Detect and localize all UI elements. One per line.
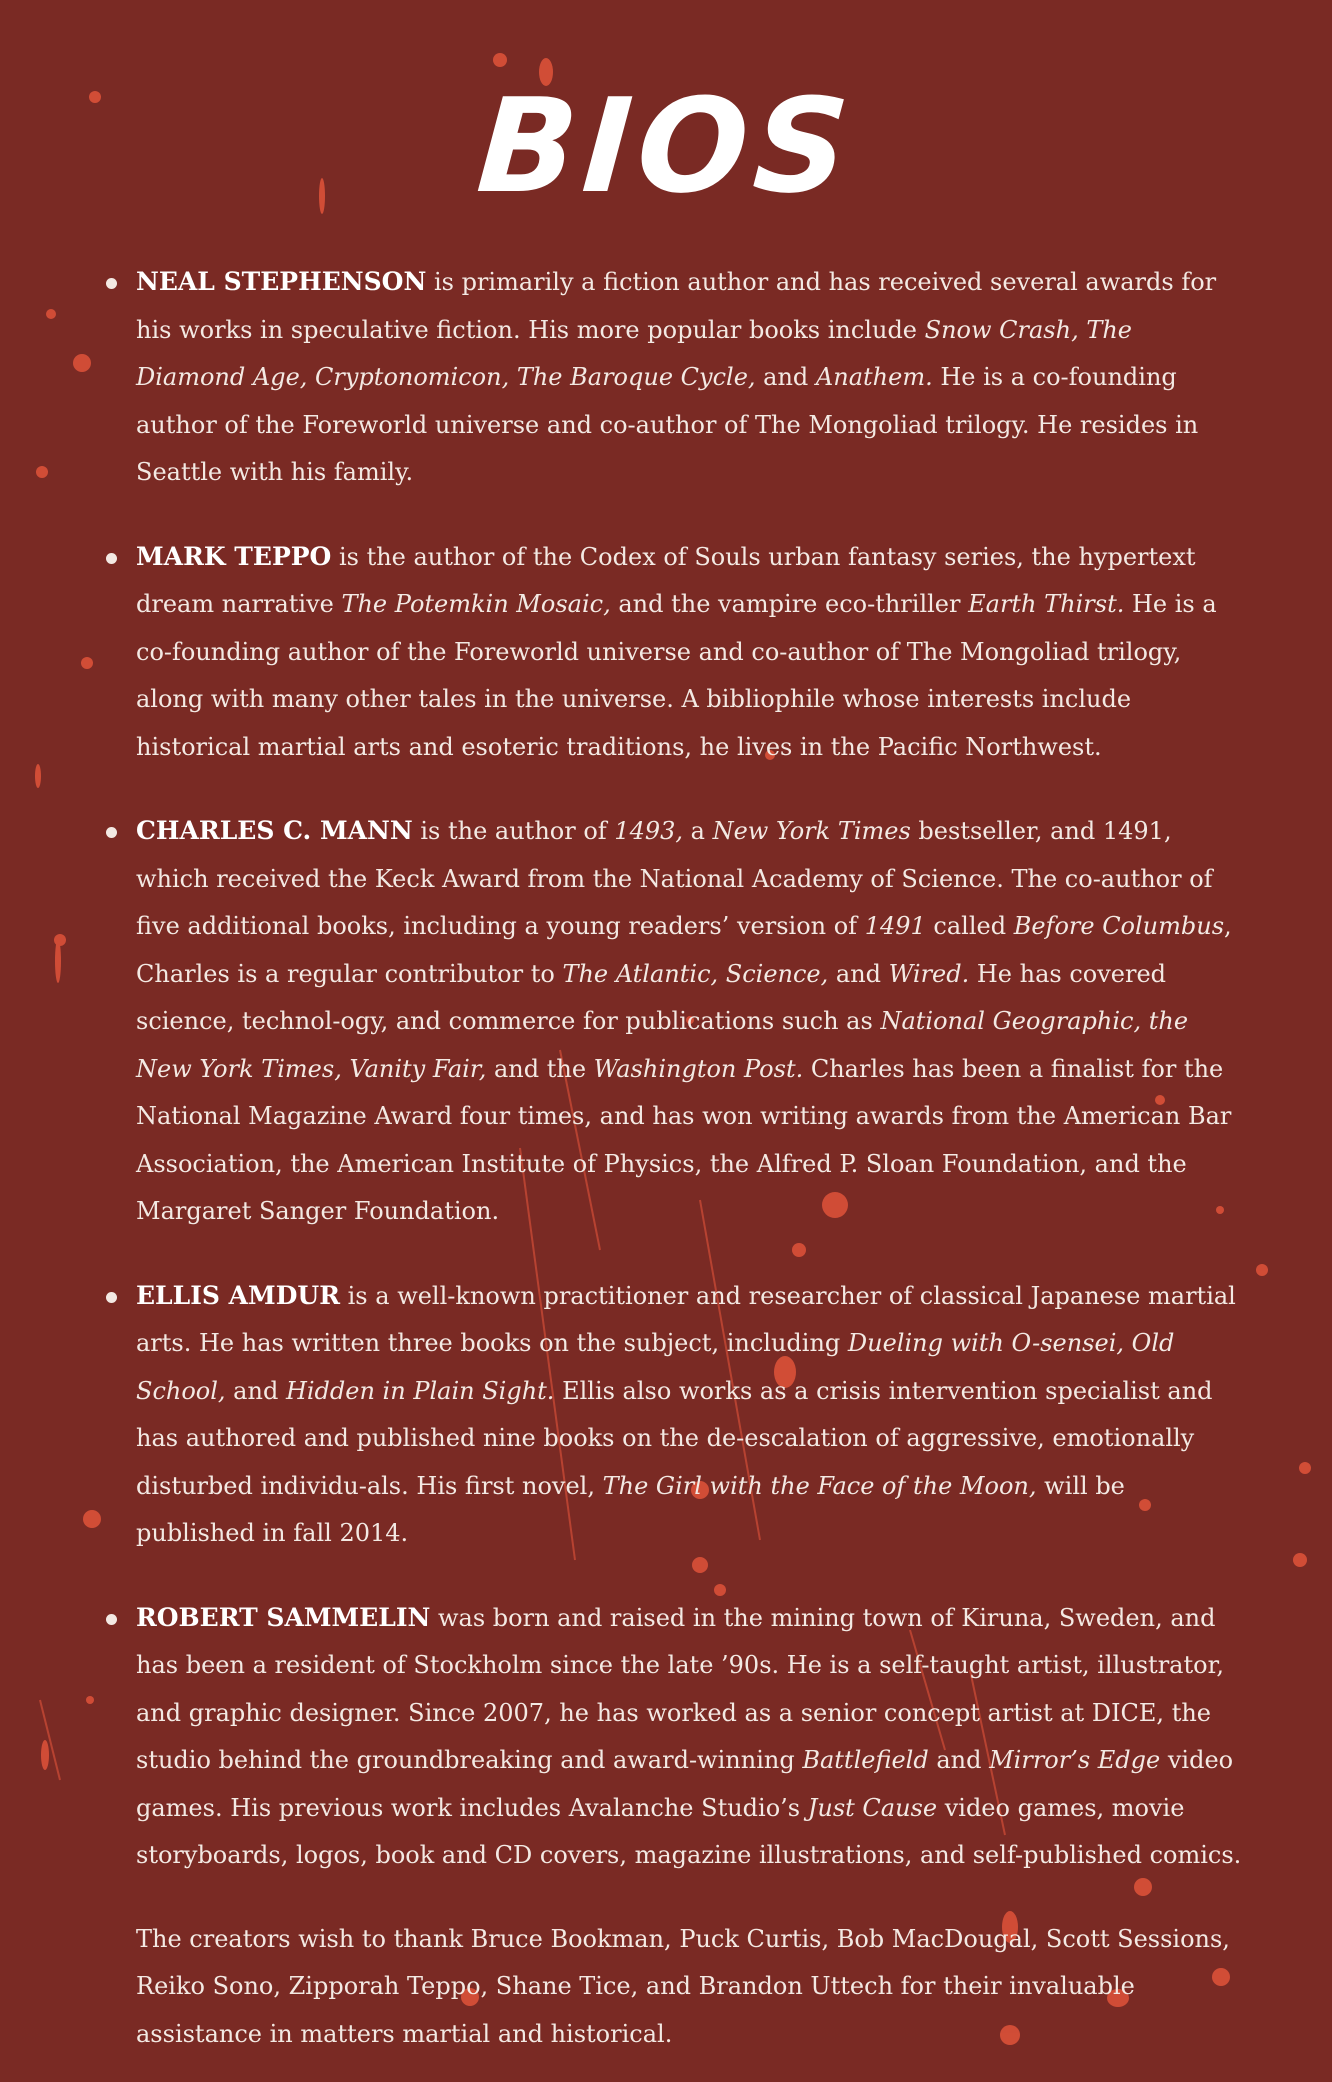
- bio-text-segment: Charles has been a finalist for the National Magazine Award four times, and has won writing awards from the American Bar Association, the American Institute of Physics, the Alfred P. Sloan Foundation, and the Margaret Sanger Foundation.: [136, 1054, 1232, 1225]
- title-italic: Snow Crash, The Diamond Age, Cryptonomicon, The Baroque Cycle,: [136, 315, 1133, 391]
- author-name: ROBERT SAMMELIN: [136, 1602, 431, 1632]
- page-title: BIOS: [472, 70, 860, 222]
- title-italic: Earth Thirst.: [968, 590, 1125, 618]
- bio-text: [136, 817, 1232, 1225]
- bullet-icon: [106, 278, 117, 289]
- title-italic: Hidden in Plain Sight.: [285, 1376, 555, 1405]
- bio-text-segment: and: [225, 1376, 286, 1405]
- bio-text: [136, 1282, 1236, 1548]
- bio-text-segment: Ellis also works as a crisis intervention specialist and has authored and published nine books on the de-escalation of aggressive, emotionally disturbed individu-als. His first novel,: [136, 1376, 1213, 1500]
- author-name: MARK TEPPO: [136, 541, 332, 571]
- bullet-icon: [106, 1292, 117, 1303]
- bio-text-segment: and the: [486, 1054, 594, 1083]
- bio-text-segment: bestseller, and 1491, which received the Keck Award from the National Academy of Science. The co-author of five additional books, including a young readers’ version of: [136, 817, 1213, 940]
- bio-item: [106, 258, 1246, 497]
- title-italic: Dueling with O-sensei, Old School,: [136, 1329, 1175, 1405]
- title-italic: The Potemkin Mosaic,: [341, 590, 611, 618]
- title-italic: Mirror’s Edge: [989, 1746, 1161, 1774]
- bio-item: [106, 807, 1246, 1236]
- bio-text-segment: is primarily a fiction author and has received several awards for his works in speculative fiction. His more popular books include: [136, 268, 1217, 344]
- bio-text-segment: , Charles is a regular contributor to: [136, 912, 1232, 988]
- title-italic: 1493,: [614, 817, 684, 845]
- bio-item: [106, 1272, 1246, 1558]
- title-italic: Just Cause: [807, 1793, 938, 1822]
- bio-text-segment: is the author of: [412, 817, 615, 845]
- title-italic: National Geographic, the New York Times, Vanity Fair,: [136, 1007, 1189, 1083]
- title-italic: Washington Post.: [593, 1054, 804, 1083]
- bio-text-segment: was born and raised in the mining town of Kiruna, Sweden, and has been a resident of Stockholm since the late ’90s. He is a self-taught artist, illustrator, and graphic designer. Since 2007, he has worked as a senior concept artist at DICE, the studio behind the groundbreaking and award-winning: [136, 1603, 1225, 1774]
- bio-text-segment: and: [755, 363, 816, 391]
- bio-text: [136, 1604, 1241, 1870]
- bio-text-segment: video games. His previous work includes Avalanche Studio’s: [136, 1746, 1234, 1822]
- bio-text: [136, 543, 1217, 761]
- bio-text-segment: video games, movie storyboards, logos, book and CD covers, magazine illustrations, and self-published comics.: [136, 1793, 1242, 1869]
- title-italic: Anathem.: [815, 363, 933, 391]
- bio-text-segment: and: [928, 1746, 990, 1774]
- bullet-icon: [106, 1614, 117, 1625]
- acknowledgements: The creators wish to thank Bruce Bookman, Puck Curtis, Bob MacDougal, Scott Sessions, Reiko Sono, Zipporah Teppo, Shane Tice, and Brandon Uttech for their invaluable assistance in matters martial and historical.: [136, 1924, 1230, 2048]
- title-italic: 1491: [864, 912, 926, 940]
- title-italic: Battlefield: [802, 1746, 929, 1774]
- bio-text-segment: will be published in fall 2014.: [136, 1471, 1125, 1547]
- bio-text-segment: He is a co-founding author of the Foreworld universe and co-author of The Mongoliad trilogy, along with many other tales in the universe. A bibliophile whose interests include historical martial arts and esoteric traditions, he lives in the Pacific Northwest.: [136, 590, 1217, 761]
- bio-text-segment: He has covered science, technol-ogy, and commerce for publications such as: [136, 959, 1167, 1035]
- bio-text-segment: called: [925, 912, 1014, 940]
- author-name: ELLIS AMDUR: [136, 1280, 340, 1310]
- bullet-icon: [106, 553, 117, 564]
- title-italic: New York Times: [712, 817, 911, 845]
- bio-text-segment: and the vampire eco-thriller: [610, 590, 969, 618]
- bio-text-segment: and: [828, 959, 889, 988]
- author-name: CHARLES C. MANN: [136, 816, 413, 845]
- bio-item: [106, 533, 1246, 772]
- author-name: NEAL STEPHENSON: [136, 267, 427, 296]
- bio-text-segment: He is a co-founding author of the Foreworld universe and co-author of The Mongoliad trilogy. He resides in Seattle with his family.: [136, 363, 1199, 486]
- title-italic: The Atlantic, Science,: [562, 959, 829, 988]
- bio-text-segment: is the author of the Codex of Souls urban fantasy series, the hypertext dream narrative: [136, 542, 1196, 618]
- bio-item: [106, 1594, 1246, 1880]
- title-italic: The Girl with the Face of the Moon,: [602, 1471, 1037, 1500]
- title-italic: Before Columbus: [1013, 912, 1225, 940]
- bios-list: [106, 258, 1246, 2082]
- title-italic: Wired.: [888, 959, 970, 988]
- bio-text: [136, 268, 1216, 486]
- bio-text-segment: is a well-known practitioner and researcher of classical Japanese martial arts. He has written three books on the subject, including: [136, 1281, 1236, 1357]
- bullet-icon: [106, 827, 117, 838]
- bio-text-segment: a: [683, 817, 713, 845]
